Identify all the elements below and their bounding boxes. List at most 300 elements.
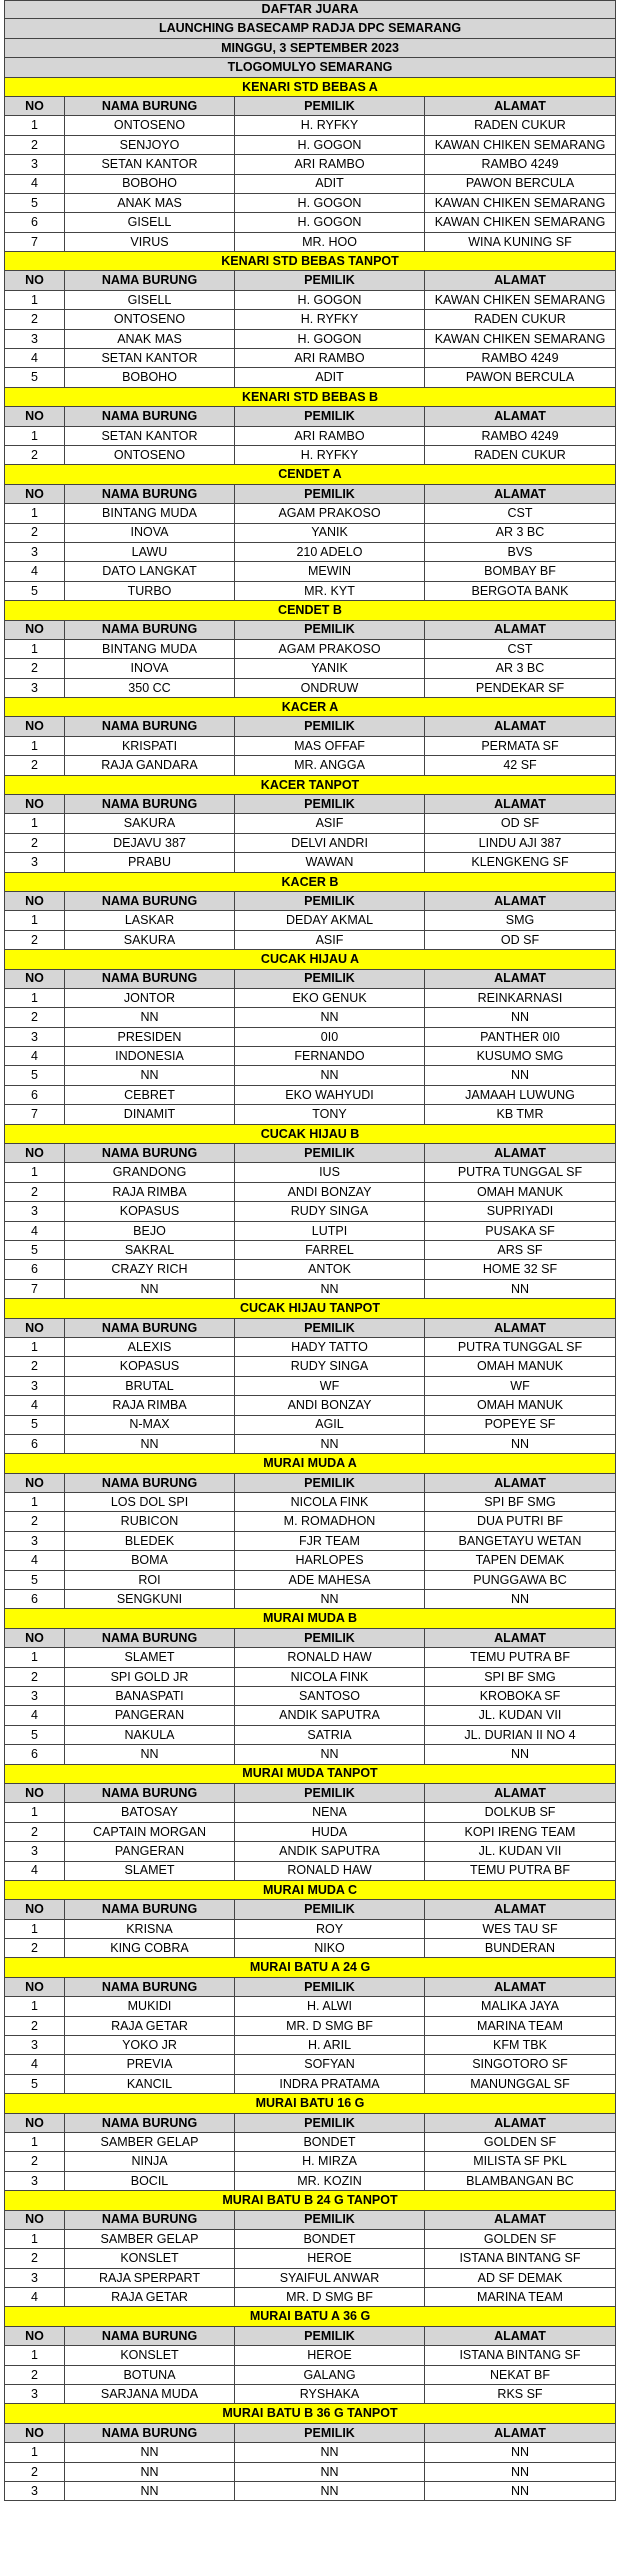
column-header-owner: PEMILIK xyxy=(235,892,425,910)
section-title-row xyxy=(4,2307,616,2326)
section-title: MURAI MUDA C xyxy=(263,1882,357,1897)
bird-name-cell: KONSLET xyxy=(65,2249,235,2267)
address-cell: POPEYE SF xyxy=(484,1417,556,1432)
section-title-row xyxy=(4,78,616,97)
table-row xyxy=(4,1726,616,1745)
column-header-bird-name: NAMA BURUNG xyxy=(65,795,235,813)
bird-name-cell: RAJA RIMBA xyxy=(65,1183,235,1201)
table-header-row xyxy=(4,1144,616,1163)
table-row xyxy=(4,1241,616,1260)
column-header-bird-name: NAMA BURUNG xyxy=(65,1900,235,1918)
rank-cell: 3 xyxy=(5,2172,65,2190)
rank-cell: 5 xyxy=(5,1066,65,1084)
column-header-owner: PEMILIK xyxy=(235,1319,425,1337)
rank-cell: 3 xyxy=(5,2269,65,2287)
rank-cell: 2 xyxy=(5,2463,65,2481)
address-cell: BANGETAYU WETAN xyxy=(458,1533,582,1548)
rank-cell: 4 xyxy=(5,1551,65,1569)
rank-cell: 1 xyxy=(5,2230,65,2248)
table-row xyxy=(4,194,616,213)
rank-cell: 1 xyxy=(5,814,65,832)
bird-name-cell: GISELL xyxy=(65,291,235,309)
column-header-address: ALAMAT xyxy=(494,622,546,637)
rank-cell: 3 xyxy=(5,2482,65,2500)
table-row xyxy=(4,2230,616,2249)
column-header-no: NO xyxy=(5,407,65,425)
bird-name-cell: SAKRAL xyxy=(65,1241,235,1259)
column-header-owner: PEMILIK xyxy=(235,271,425,289)
address-cell: MALIKA JAYA xyxy=(480,1999,560,2014)
bird-name-cell: BOCIL xyxy=(65,2172,235,2190)
table-header-row xyxy=(4,717,616,736)
rank-cell: 3 xyxy=(5,155,65,173)
bird-name-cell: RUBICON xyxy=(65,1512,235,1530)
address-cell: JAMAAH LUWUNG xyxy=(465,1087,575,1102)
bird-name-cell: INOVA xyxy=(65,524,235,542)
bird-name-cell: KOPASUS xyxy=(65,1202,235,1220)
bird-name-cell: JONTOR xyxy=(65,989,235,1007)
bird-name-cell: SETAN KANTOR xyxy=(65,155,235,173)
address-cell: PAWON BERCULA xyxy=(465,176,575,191)
owner-cell: NN xyxy=(235,1745,425,1763)
bird-name-cell: KONSLET xyxy=(65,2346,235,2364)
bird-name-cell: KRISPATI xyxy=(65,737,235,755)
table-row xyxy=(4,349,616,368)
bird-name-cell: BRUTAL xyxy=(65,1377,235,1395)
rank-cell: 2 xyxy=(5,1512,65,1530)
table-row xyxy=(4,1551,616,1570)
table-row xyxy=(4,1222,616,1241)
bird-name-cell: LASKAR xyxy=(65,911,235,929)
section-title: MURAI BATU A 24 G xyxy=(249,1960,371,1975)
column-header-no: NO xyxy=(5,1319,65,1337)
section-title: KENARI STD BEBAS TANPOT xyxy=(221,254,399,269)
table-row xyxy=(4,2385,616,2404)
section-title: MURAI BATU B 24 G TANPOT xyxy=(222,2193,398,2208)
owner-cell: EKO WAHYUDI xyxy=(235,1086,425,1104)
owner-cell: SATRIA xyxy=(235,1726,425,1744)
owner-cell: RYSHAKA xyxy=(235,2385,425,2403)
class-section xyxy=(4,1125,616,1300)
rank-cell: 2 xyxy=(5,1357,65,1375)
table-header-row xyxy=(4,1474,616,1493)
owner-cell: NN xyxy=(235,1590,425,1608)
bird-name-cell: KRISNA xyxy=(65,1920,235,1938)
bird-name-cell: KANCIL xyxy=(65,2075,235,2093)
owner-cell: HARLOPES xyxy=(235,1551,425,1569)
table-row xyxy=(4,1047,616,1066)
address-cell: HOME 32 SF xyxy=(482,1262,558,1277)
table-header-row xyxy=(4,2327,616,2346)
bird-name-cell: INOVA xyxy=(65,659,235,677)
bird-name-cell: RAJA GETAR xyxy=(65,2017,235,2035)
table-row xyxy=(4,2482,616,2501)
address-cell: RAMBO 4249 xyxy=(481,428,559,443)
owner-cell: NN xyxy=(235,1008,425,1026)
section-title: CUCAK HIJAU TANPOT xyxy=(239,1301,381,1316)
address-cell: SMG xyxy=(505,913,535,928)
class-section xyxy=(4,1881,616,1959)
class-section xyxy=(4,252,616,388)
table-row xyxy=(4,2017,616,2036)
owner-cell: H. RYFKY xyxy=(235,446,425,464)
column-header-no: NO xyxy=(5,2211,65,2229)
bird-name-cell: N-MAX xyxy=(65,1416,235,1434)
owner-cell: NENA xyxy=(235,1803,425,1821)
owner-cell: MR. KOZIN xyxy=(235,2172,425,2190)
bird-name-cell: PRABU xyxy=(65,853,235,871)
column-header-no: NO xyxy=(5,1629,65,1647)
bird-name-cell: CAPTAIN MORGAN xyxy=(65,1823,235,1841)
bird-name-cell: SAKURA xyxy=(65,814,235,832)
table-row xyxy=(4,291,616,310)
document-title: DAFTAR JUARA xyxy=(261,2,359,17)
rank-cell: 5 xyxy=(5,194,65,212)
column-header-owner: PEMILIK xyxy=(235,1784,425,1802)
column-header-bird-name: NAMA BURUNG xyxy=(65,2424,235,2442)
bird-name-cell: ONTOSENO xyxy=(65,116,235,134)
column-header-bird-name: NAMA BURUNG xyxy=(65,1474,235,1492)
address-cell: KAWAN CHIKEN SEMARANG xyxy=(434,292,606,307)
owner-cell: H. ALWI xyxy=(235,1997,425,2015)
address-cell: KUSUMO SMG xyxy=(476,1049,564,1064)
table-row xyxy=(4,1028,616,1047)
table-row xyxy=(4,911,616,930)
section-title: KACER A xyxy=(281,700,339,714)
rank-cell: 1 xyxy=(5,1338,65,1356)
address-cell: OMAH MANUK xyxy=(476,1398,564,1413)
column-header-bird-name: NAMA BURUNG xyxy=(65,1319,235,1337)
address-cell: BUNDERAN xyxy=(484,1941,556,1955)
owner-cell: ANTOK xyxy=(235,1260,425,1278)
bird-name-cell: MUKIDI xyxy=(65,1997,235,2015)
table-row xyxy=(4,1163,616,1182)
owner-cell: NICOLA FINK xyxy=(235,1493,425,1511)
rank-cell: 1 xyxy=(5,427,65,445)
table-row xyxy=(4,233,616,252)
column-header-no: NO xyxy=(5,2327,65,2345)
owner-cell: ADIT xyxy=(235,175,425,193)
table-row xyxy=(4,1338,616,1357)
bird-name-cell: DEJAVU 387 xyxy=(65,834,235,852)
table-row xyxy=(4,427,616,446)
owner-cell: RUDY SINGA xyxy=(235,1357,425,1375)
rank-cell: 1 xyxy=(5,291,65,309)
bird-name-cell: GISELL xyxy=(65,213,235,231)
owner-cell: HEROE xyxy=(235,2249,425,2267)
table-row xyxy=(4,679,616,698)
address-cell: AR 3 BC xyxy=(495,661,545,676)
rank-cell: 3 xyxy=(5,2036,65,2054)
rank-cell: 7 xyxy=(5,233,65,251)
address-cell: TAPEN DEMAK xyxy=(475,1553,565,1568)
table-row xyxy=(4,582,616,601)
rank-cell: 4 xyxy=(5,2288,65,2306)
table-row xyxy=(4,2075,616,2094)
owner-cell: RONALD HAW xyxy=(235,1648,425,1666)
table-row xyxy=(4,931,616,950)
class-section xyxy=(4,1454,616,1609)
owner-cell: SANTOSO xyxy=(235,1687,425,1705)
owner-cell: DEDAY AKMAL xyxy=(235,911,425,929)
address-cell: 42 SF xyxy=(503,758,537,773)
rank-cell: 4 xyxy=(5,349,65,367)
table-header-row xyxy=(4,2424,616,2443)
address-cell: KAWAN CHIKEN SEMARANG xyxy=(434,137,606,152)
owner-cell: ONDRUW xyxy=(235,679,425,697)
table-row xyxy=(4,2249,616,2268)
rank-cell: 5 xyxy=(5,1416,65,1434)
table-header-row xyxy=(4,1319,616,1338)
owner-cell: MEWIN xyxy=(235,562,425,580)
rank-cell: 4 xyxy=(5,562,65,580)
column-header-address: ALAMAT xyxy=(494,2115,546,2130)
bird-name-cell: DATO LANGKAT xyxy=(65,562,235,580)
class-section xyxy=(4,1609,616,1764)
column-header-no: NO xyxy=(5,2114,65,2132)
column-header-owner: PEMILIK xyxy=(235,2424,425,2442)
table-row xyxy=(4,1435,616,1454)
bird-name-cell: DINAMIT xyxy=(65,1105,235,1123)
bird-name-cell: NN xyxy=(65,1008,235,1026)
section-title: KENARI STD BEBAS A xyxy=(242,79,378,94)
rank-cell: 2 xyxy=(5,2152,65,2170)
table-row xyxy=(4,1706,616,1725)
column-header-address: ALAMAT xyxy=(494,1630,546,1645)
table-row xyxy=(4,1357,616,1376)
bird-name-cell: ANAK MAS xyxy=(65,330,235,348)
table-row xyxy=(4,155,616,174)
class-section xyxy=(4,698,616,776)
address-cell: KAWAN CHIKEN SEMARANG xyxy=(434,331,606,346)
bird-name-cell: 350 CC xyxy=(65,679,235,697)
bird-name-cell: BATOSAY xyxy=(65,1803,235,1821)
bird-name-cell: BOBOHO xyxy=(65,175,235,193)
address-cell: JL. DURIAN II NO 4 xyxy=(464,1727,576,1742)
owner-cell: ARI RAMBO xyxy=(235,155,425,173)
rank-cell: 3 xyxy=(5,543,65,561)
owner-cell: LUTPI xyxy=(235,1222,425,1240)
rank-cell: 4 xyxy=(5,1862,65,1880)
owner-cell: NN xyxy=(235,2463,425,2481)
table-row xyxy=(4,737,616,756)
table-row xyxy=(4,504,616,523)
rank-cell: 3 xyxy=(5,1842,65,1860)
bird-name-cell: KING COBRA xyxy=(65,1939,235,1957)
rank-cell: 2 xyxy=(5,446,65,464)
class-section xyxy=(4,776,616,873)
rank-cell: 3 xyxy=(5,853,65,871)
owner-cell: ADE MAHESA xyxy=(235,1571,425,1589)
table-row xyxy=(4,1532,616,1551)
bird-name-cell: SENJOYO xyxy=(65,136,235,154)
rank-cell: 1 xyxy=(5,1493,65,1511)
column-header-bird-name: NAMA BURUNG xyxy=(65,1144,235,1162)
section-title: CENDET B xyxy=(278,603,342,618)
bird-name-cell: NN xyxy=(65,1066,235,1084)
rank-cell: 2 xyxy=(5,1183,65,1201)
owner-cell: AGAM PRAKOSO xyxy=(235,504,425,522)
owner-cell: H. RYFKY xyxy=(235,116,425,134)
rank-cell: 2 xyxy=(5,2366,65,2384)
column-header-no: NO xyxy=(5,97,65,115)
owner-cell: FERNANDO xyxy=(235,1047,425,1065)
address-cell: NN xyxy=(510,2445,530,2460)
column-header-owner: PEMILIK xyxy=(235,717,425,735)
section-title-row xyxy=(4,1765,616,1784)
column-header-address: ALAMAT xyxy=(494,2212,546,2227)
table-row xyxy=(4,1920,616,1939)
address-cell: KFM TBK xyxy=(493,2037,547,2052)
rank-cell: 3 xyxy=(5,679,65,697)
table-row xyxy=(4,1280,616,1299)
class-section xyxy=(4,78,616,253)
rank-cell: 2 xyxy=(5,1823,65,1841)
section-title: MURAI BATU B 36 G TANPOT xyxy=(222,2406,398,2421)
rank-cell: 2 xyxy=(5,310,65,328)
column-header-bird-name: NAMA BURUNG xyxy=(65,621,235,639)
table-row xyxy=(4,2055,616,2074)
table-row xyxy=(4,1008,616,1027)
column-header-bird-name: NAMA BURUNG xyxy=(65,2211,235,2229)
owner-cell: 0I0 xyxy=(235,1028,425,1046)
bird-name-cell: PRESIDEN xyxy=(65,1028,235,1046)
table-row xyxy=(4,1512,616,1531)
rank-cell: 1 xyxy=(5,116,65,134)
address-cell: REINKARNASI xyxy=(477,990,563,1005)
address-cell: GOLDEN SF xyxy=(483,2231,557,2246)
address-cell: BLAMBANGAN BC xyxy=(466,2173,574,2188)
table-row xyxy=(4,1803,616,1822)
section-title: MURAI MUDA A xyxy=(263,1456,357,1471)
rank-cell: 3 xyxy=(5,1687,65,1705)
owner-cell: 210 ADELO xyxy=(235,543,425,561)
bird-name-cell: PANGERAN xyxy=(65,1842,235,1860)
owner-cell: ANDI BONZAY xyxy=(235,1396,425,1414)
bird-name-cell: SETAN KANTOR xyxy=(65,427,235,445)
class-section xyxy=(4,601,616,698)
rank-cell: 4 xyxy=(5,175,65,193)
rank-cell: 6 xyxy=(5,1590,65,1608)
address-cell: KAWAN CHIKEN SEMARANG xyxy=(434,215,606,230)
table-row xyxy=(4,330,616,349)
table-header-row xyxy=(4,2114,616,2133)
column-header-address: ALAMAT xyxy=(494,1902,546,1917)
document-title-row xyxy=(4,0,616,19)
bird-name-cell: CRAZY RICH xyxy=(65,1260,235,1278)
table-row xyxy=(4,1687,616,1706)
address-cell: OMAH MANUK xyxy=(476,1184,564,1199)
rank-cell: 3 xyxy=(5,330,65,348)
bird-name-cell: RAJA GETAR xyxy=(65,2288,235,2306)
table-header-row xyxy=(4,485,616,504)
bird-name-cell: SLAMET xyxy=(65,1648,235,1666)
column-header-address: ALAMAT xyxy=(494,1475,546,1490)
owner-cell: H. GOGON xyxy=(235,136,425,154)
address-cell: OMAH MANUK xyxy=(476,1359,564,1374)
bird-name-cell: SAKURA xyxy=(65,931,235,949)
rank-cell: 2 xyxy=(5,659,65,677)
table-row xyxy=(4,1202,616,1221)
address-cell: RADEN CUKUR xyxy=(474,118,566,133)
column-header-owner: PEMILIK xyxy=(235,407,425,425)
address-cell: GOLDEN SF xyxy=(483,2134,557,2149)
section-title-row xyxy=(4,2191,616,2210)
owner-cell: SOFYAN xyxy=(235,2055,425,2073)
class-section xyxy=(4,2307,616,2404)
rank-cell: 1 xyxy=(5,1920,65,1938)
class-section xyxy=(4,950,616,1125)
table-row xyxy=(4,1590,616,1609)
owner-cell: GALANG xyxy=(235,2366,425,2384)
bird-name-cell: ONTOSENO xyxy=(65,446,235,464)
address-cell: ARS SF xyxy=(497,1242,543,1257)
rank-cell: 1 xyxy=(5,640,65,658)
address-cell: LINDU AJI 387 xyxy=(478,835,562,850)
table-row xyxy=(4,1862,616,1881)
table-row xyxy=(4,1416,616,1435)
owner-cell: H. GOGON xyxy=(235,330,425,348)
owner-cell: H. ARIL xyxy=(235,2036,425,2054)
owner-cell: NN xyxy=(235,1066,425,1084)
owner-cell: INDRA PRATAMA xyxy=(235,2075,425,2093)
address-cell: ISTANA BINTANG SF xyxy=(459,2251,581,2266)
column-header-owner: PEMILIK xyxy=(235,1978,425,1996)
bird-name-cell: TURBO xyxy=(65,582,235,600)
table-row xyxy=(4,524,616,543)
table-row xyxy=(4,368,616,387)
section-title-row xyxy=(4,252,616,271)
owner-cell: MR. D SMG BF xyxy=(235,2288,425,2306)
rank-cell: 6 xyxy=(5,1260,65,1278)
address-cell: NN xyxy=(510,1436,530,1451)
table-header-row xyxy=(4,892,616,911)
rank-cell: 5 xyxy=(5,1726,65,1744)
address-cell: DUA PUTRI BF xyxy=(476,1514,564,1529)
bird-name-cell: KOPASUS xyxy=(65,1357,235,1375)
address-cell: MILISTA SF PKL xyxy=(473,2154,567,2169)
owner-cell: ARI RAMBO xyxy=(235,427,425,445)
owner-cell: NIKO xyxy=(235,1939,425,1957)
address-cell: NN xyxy=(510,1591,530,1606)
table-row xyxy=(4,136,616,155)
owner-cell: FARREL xyxy=(235,1241,425,1259)
rank-cell: 5 xyxy=(5,368,65,386)
table-row xyxy=(4,1086,616,1105)
column-header-owner: PEMILIK xyxy=(235,970,425,988)
section-title: CUCAK HIJAU B xyxy=(260,1126,360,1141)
column-header-no: NO xyxy=(5,892,65,910)
owner-cell: NN xyxy=(235,1435,425,1453)
rank-cell: 2 xyxy=(5,2249,65,2267)
table-row xyxy=(4,1183,616,1202)
rank-cell: 3 xyxy=(5,2385,65,2403)
table-row xyxy=(4,1745,616,1764)
table-row xyxy=(4,446,616,465)
table-header-row xyxy=(4,407,616,426)
address-cell: PANTHER 0I0 xyxy=(480,1029,560,1044)
table-row xyxy=(4,1396,616,1415)
address-cell: SUPRIYADI xyxy=(486,1204,554,1219)
column-header-bird-name: NAMA BURUNG xyxy=(65,1784,235,1802)
owner-cell: H. RYFKY xyxy=(235,310,425,328)
owner-cell: H. MIRZA xyxy=(235,2152,425,2170)
section-title: CUCAK HIJAU A xyxy=(260,952,360,967)
table-row xyxy=(4,2133,616,2152)
winners-list-document xyxy=(4,0,616,2501)
table-header-row xyxy=(4,2211,616,2230)
owner-cell: FJR TEAM xyxy=(235,1532,425,1550)
